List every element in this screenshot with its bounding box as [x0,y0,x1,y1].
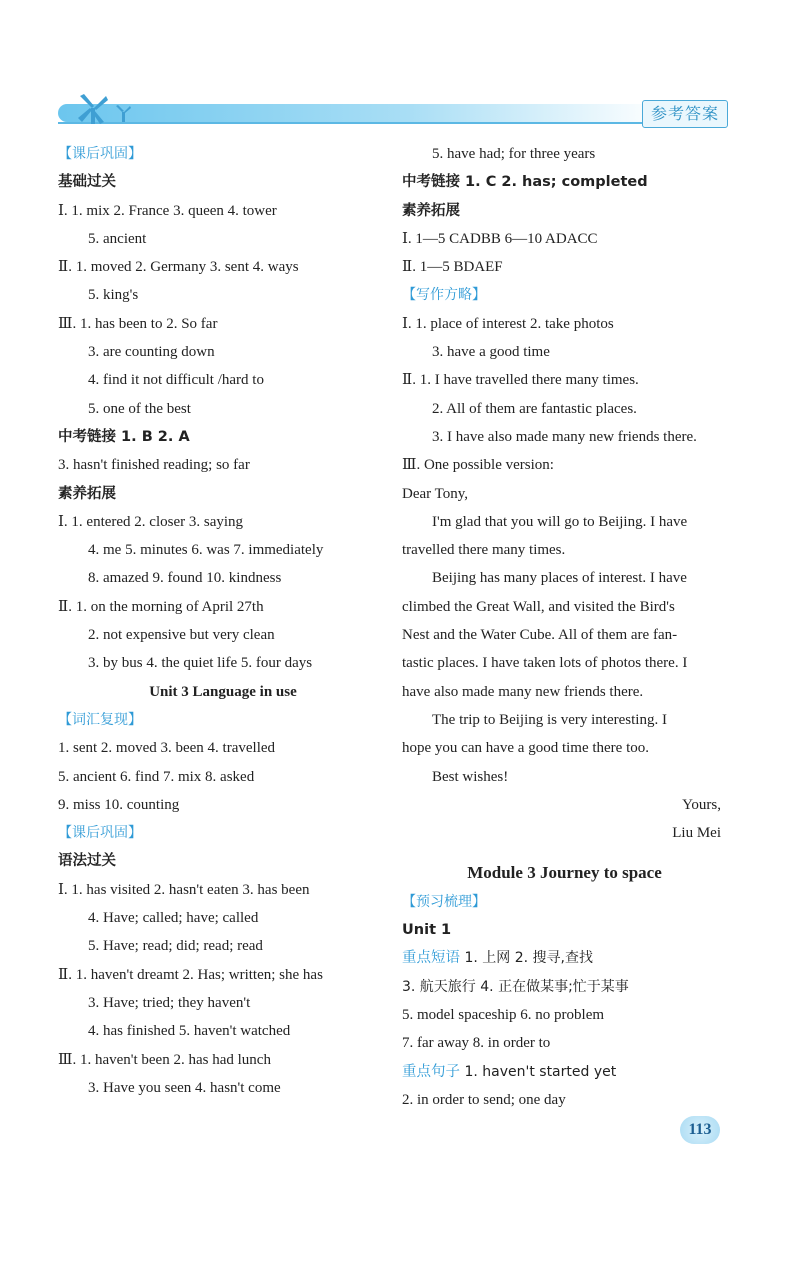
right-line: 【写作方略】 [402,287,486,304]
left-line: Ⅲ. 1. has been to 2. So far [58,315,218,332]
left-line: 【词汇复现】 [58,711,142,728]
right-line: 2. All of them are fantastic places. [432,400,637,417]
left-line: 语法过关 [58,853,116,870]
right-line: Nest and the Water Cube. All of them are fan- [402,627,678,644]
right-line: 3. I have also made many new friends there. [432,428,697,445]
left-line: 3. Have you seen 4. hasn't come [88,1079,281,1096]
left-line: 3. hasn't finished reading; so far [58,457,250,474]
right-line: Best wishes! [432,768,509,785]
left-line: 4. Have; called; have; called [88,910,259,927]
left-line: 4. me 5. minutes 6. was 7. immediately [88,542,324,559]
right-line: 3. 航天旅行 4. 正在做某事;忙于某事 [402,978,629,995]
page-header [58,92,728,132]
left-line: 5. king's [88,287,139,304]
right-line: 3. have a good time [432,344,550,361]
left-line: 4. find it not difficult /hard to [88,372,264,389]
key-label: 重点句子 [402,1063,460,1080]
left-line: Ⅰ. 1. entered 2. closer 3. saying [58,513,244,530]
left-line: 素养拓展 [58,485,116,502]
left-line: Ⅱ. 1. haven't dreamt 2. Has; written; she has [58,966,323,983]
key-label: 重点短语 [402,950,460,967]
left-line: 9. miss 10. counting [58,796,180,813]
right-line: 素养拓展 [402,202,460,219]
right-line: 【预习梳理】 [402,893,486,910]
right-line: Ⅱ. 1. I have travelled there many times. [402,372,639,389]
left-line: 1. sent 2. moved 3. been 4. travelled [58,740,276,757]
page-number: 113 [680,1116,720,1144]
left-line: 【课后巩固】 [58,825,142,842]
left-line: Ⅰ. 1. mix 2. France 3. queen 4. tower [58,202,277,219]
right-line: Ⅰ. 1. place of interest 2. take photos [402,315,614,332]
right-line: Dear Tony, [402,485,469,502]
key-answers: 1. 上网 2. 搜寻,查找 [460,950,593,967]
left-line: Ⅱ. 1. on the morning of April 27th [58,598,264,615]
right-line: Ⅱ. 1—5 BDAEF [402,259,503,276]
right-line [402,1058,727,1086]
left-line: 3. are counting down [88,344,215,361]
right-line [402,847,727,859]
right-line: Liu Mei [672,825,721,842]
left-line: Ⅲ. 1. haven't been 2. has had lunch [58,1051,271,1068]
left-line: 中考链接 1. B 2. A [58,428,190,445]
left-line: 基础过关 [58,174,116,191]
right-line: Ⅲ. One possible version: [402,457,554,474]
right-line: Beijing has many places of interest. I have [432,570,687,587]
right-line: 2. in order to send; one day [402,1091,566,1108]
left-line: 5. one of the best [88,400,191,417]
right-line: have also made many new friends there. [402,683,644,700]
right-line: Unit 1 [402,922,452,939]
right-line: hope you can have a good time there too. [402,740,650,757]
left-line: Ⅱ. 1. moved 2. Germany 3. sent 4. ways [58,259,299,276]
right-line [402,944,727,972]
left-line: 【课后巩固】 [58,146,142,162]
left-line: 3. by bus 4. the quiet life 5. four days [88,655,313,672]
left-line: 3. Have; tried; they haven't [88,994,251,1011]
right-line: Yours, [682,796,721,813]
right-line: 5. have had; for three years [432,146,596,162]
right-line: I'm glad that you will go to Beijing. I have [432,513,688,530]
left-line: Unit 3 Language in use [149,683,297,700]
answer-key-tab: 参考答案 [642,100,728,128]
right-line: 5. model spaceship 6. no problem [402,1006,605,1023]
left-line: 5. Have; read; did; read; read [88,938,263,955]
right-line: climbed the Great Wall, and visited the Bird's [402,598,675,615]
left-line: 5. ancient [88,230,147,247]
left-line: 4. has finished 5. haven't watched [88,1023,291,1040]
right-line: Module 3 Journey to space [467,863,662,883]
left-line: 5. ancient 6. find 7. mix 8. asked [58,768,255,785]
windmill-icon [70,90,150,126]
right-line: tastic places. I have taken lots of photos there. I [402,655,688,672]
left-line: Ⅰ. 1. has visited 2. hasn't eaten 3. has been [58,881,310,898]
left-column [58,140,388,1102]
right-line: 中考链接 1. C 2. has; completed [402,174,648,191]
left-line: 8. amazed 9. found 10. kindness [88,570,282,587]
right-line: The trip to Beijing is very interesting. I [432,711,667,728]
right-column [402,140,727,1114]
key-answers: 1. haven't started yet [460,1063,617,1080]
right-line: Ⅰ. 1—5 CADBB 6—10 ADACC [402,230,598,247]
right-line: 7. far away 8. in order to [402,1035,551,1052]
right-line: travelled there many times. [402,542,566,559]
left-line: 2. not expensive but very clean [88,627,275,644]
